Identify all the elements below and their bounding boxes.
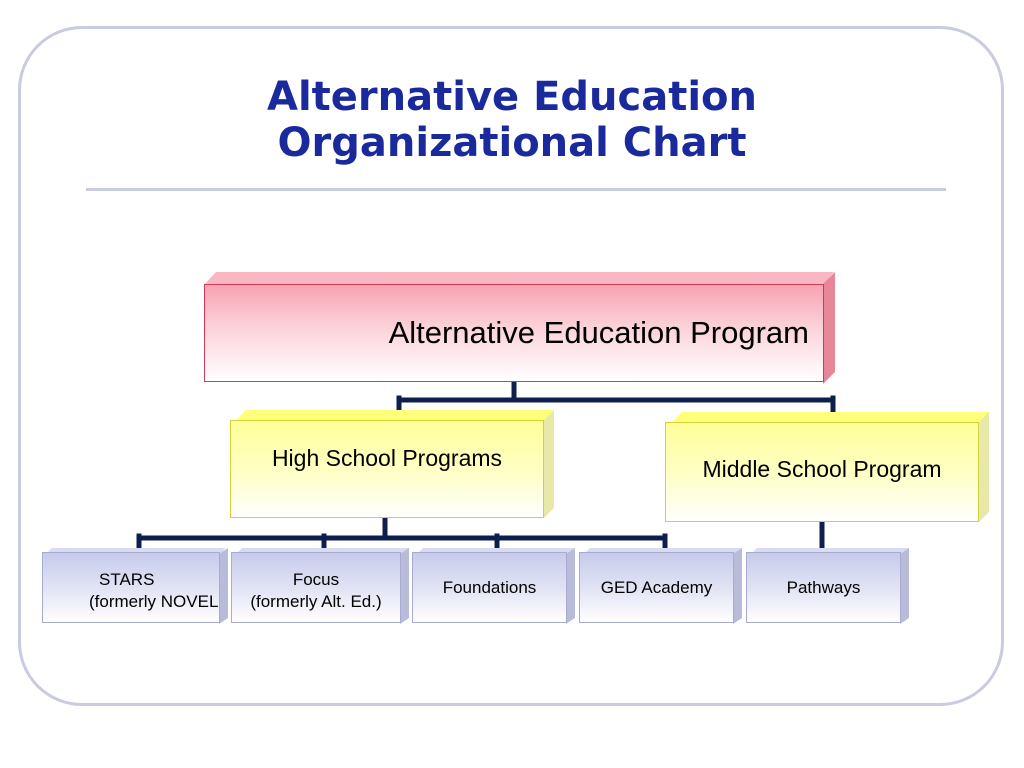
root-node <box>204 284 824 382</box>
middle-school-program-label: Middle School Program <box>702 455 942 482</box>
high-school-programs-node <box>230 420 544 518</box>
high-school-box-side-face <box>544 410 554 518</box>
focus-label: Focus <box>292 570 340 589</box>
title-line-2: Organizational Chart <box>277 120 747 166</box>
stars-node <box>42 552 220 623</box>
pathways-node <box>746 552 901 623</box>
focus-box-side-face <box>400 548 409 624</box>
focus-node <box>231 552 401 623</box>
stars-former-name: (formerly NOVEL <box>89 592 219 611</box>
title-line-1: Alternative Education <box>267 74 757 120</box>
middle-school-program-node <box>665 422 979 522</box>
ged-academy-node <box>579 552 734 623</box>
middle-school-box-side-face <box>979 412 989 522</box>
middle-school-box-top-face <box>672 412 990 422</box>
pathways-box-side-face <box>900 548 909 624</box>
stars-box-side-face <box>219 548 228 624</box>
root-node-label: Alternative Education Program <box>388 315 809 350</box>
root-box-side-face <box>823 272 835 384</box>
ged-academy-label: GED Academy <box>600 577 713 597</box>
focus-former-name: (formerly Alt. Ed.) <box>250 592 382 611</box>
stars-label: STARS <box>99 570 155 589</box>
foundations-box-side-face <box>566 548 575 624</box>
foundations-label: Foundations <box>442 577 537 597</box>
ged-academy-box-side-face <box>733 548 742 624</box>
foundations-node <box>412 552 567 623</box>
pathways-label: Pathways <box>786 577 861 597</box>
high-school-box-top-face <box>236 410 554 420</box>
high-school-programs-label: High School Programs <box>271 444 503 471</box>
